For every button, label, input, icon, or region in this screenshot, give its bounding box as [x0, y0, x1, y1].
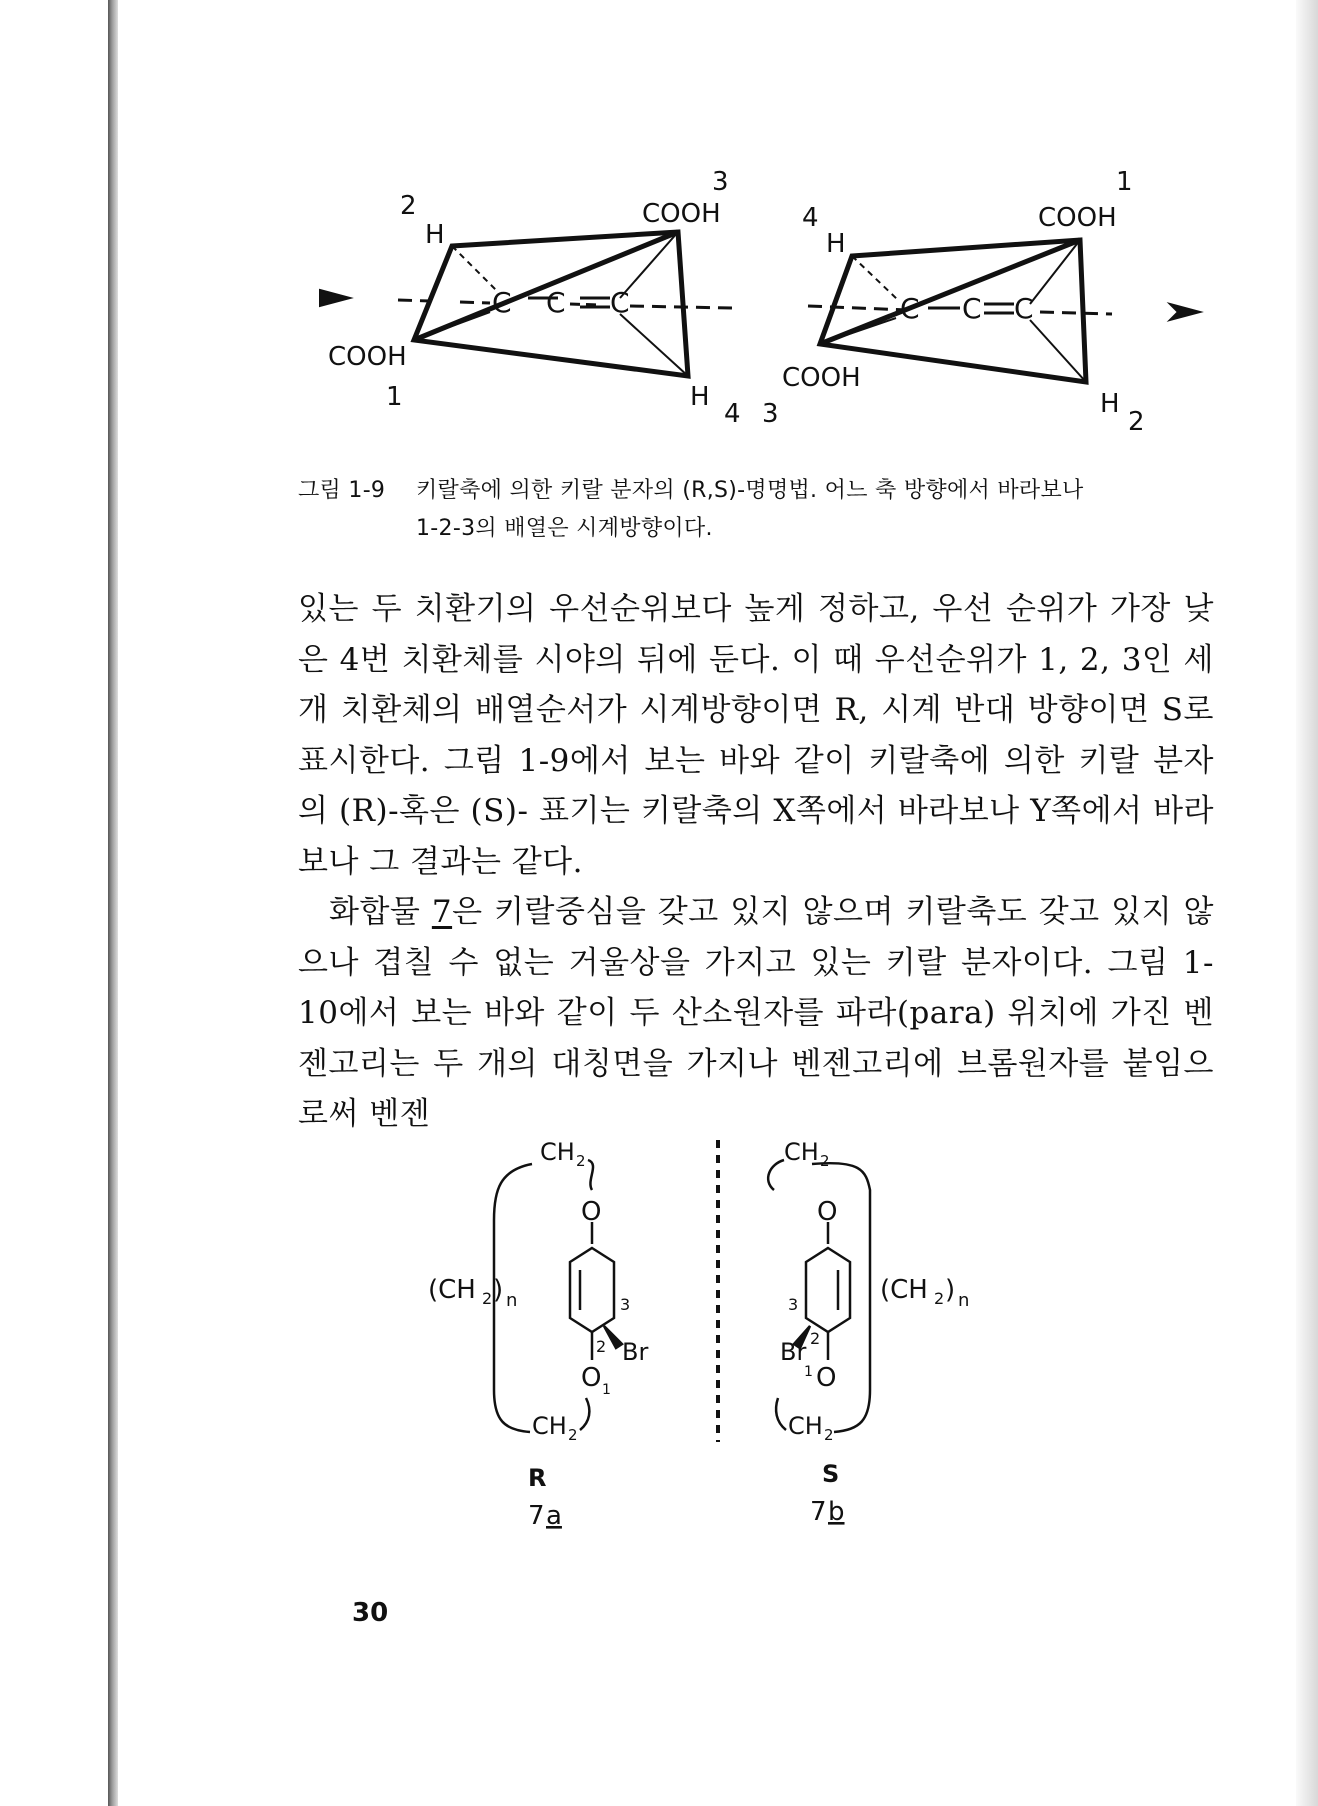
right-h-bottom: H [1100, 389, 1120, 419]
left-cooh-bottom-num: 1 [386, 382, 403, 412]
right-chain-close: ) [945, 1275, 956, 1305]
left-ch2-bottom: CH [532, 1412, 567, 1440]
left-h-top-num: 2 [400, 191, 417, 221]
left-chain: (CH [428, 1275, 476, 1305]
figure-1-9 [300, 160, 1220, 450]
right-oxygen-top: O [817, 1197, 838, 1227]
book-spine-shadow [108, 0, 118, 1806]
left-chain-sub: 2 [482, 1289, 493, 1308]
right-pos3: 3 [788, 1295, 799, 1314]
right-chain-sub: 2 [934, 1289, 945, 1308]
right-chain: (CH [880, 1275, 928, 1305]
paragraph-2 [298, 887, 1214, 1140]
paragraph-1: 있는 두 치환기의 우선순위보다 높게 정하고, 우선 순위가 가장 낮은 4번 치환체를 시야의 뒤에 둔다. 이 때 우선순위가 1, 2, 3인 세 개 치환체의 배열순서가 시계방향이면 R, 시계 반대 방향이면 S로 표시한다. 그림 1-9에서 보는 바와 같이 키랄축에 의한 키랄 분자의 (R)-혹은 (S)- 표기는 키랄축의 X쪽에서 바라보나 Y쪽에서 바라보나 그 결과는 같다. [298, 591, 1214, 880]
left-pos1: 1 [602, 1382, 611, 1398]
paragraph-2-rest: 은 키랄중심을 갖고 있지 않으며 키랄축도 갖고 있지 않으나 겹칠 수 없는 거울상을 가지고 있는 키랄 분자이다. 그림 1-10에서 보는 바와 같이 두 산소원자를 파라(para) 위치에 가진 벤젠고리는 두 개의 대칭면을 가지나 벤젠고리에 브롬원자를 붙임으로써 벤젠 [298, 894, 1214, 1132]
figure-1-9-diagram [300, 160, 1220, 450]
left-config: R [528, 1464, 547, 1492]
caption-line-2: 1-2-3의 배열은 시계방향이다. [416, 516, 713, 541]
left-pos3: 3 [620, 1295, 631, 1314]
left-ch2-top-sub: 2 [576, 1152, 586, 1170]
left-chain-n: n [506, 1290, 518, 1311]
left-pos2: 2 [596, 1337, 607, 1356]
left-compound-letter: a [546, 1501, 562, 1531]
left-chain-close: ) [493, 1275, 504, 1305]
body-text [298, 584, 1214, 1140]
right-h-bottom-num: 2 [1128, 407, 1145, 437]
right-cooh-top-num: 1 [1116, 167, 1133, 197]
right-h-top: H [826, 229, 846, 259]
right-pos1: 1 [804, 1364, 813, 1380]
left-ch2-top: CH [540, 1138, 575, 1166]
right-compound-num: 7 [810, 1497, 827, 1527]
left-h-bottom-num: 4 [724, 399, 741, 429]
left-oxygen-top: O [581, 1197, 602, 1227]
figure-caption [298, 472, 1218, 548]
left-cooh-top: COOH [642, 199, 721, 229]
left-cooh-bottom: COOH [328, 342, 407, 372]
left-cooh-top-num: 3 [712, 167, 729, 197]
right-compound-letter: b [828, 1497, 845, 1527]
left-ch2-bottom-sub: 2 [568, 1426, 578, 1444]
right-cooh-bottom-num: 3 [762, 399, 779, 429]
right-br: Br [780, 1338, 807, 1366]
page-edge-shadow [1296, 0, 1318, 1806]
compound-number-ref: 7 [431, 894, 453, 930]
page-number: 30 [352, 1598, 389, 1628]
figure-1-10-diagram [428, 1130, 1000, 1550]
left-h-top: H [425, 220, 445, 250]
paragraph-2-prefix: 화합물 [329, 894, 432, 930]
right-ch2-bottom-sub: 2 [824, 1426, 834, 1444]
right-h-top-num: 4 [802, 203, 819, 233]
right-axis-c3: C [1014, 292, 1034, 325]
right-ch2-bottom: CH [788, 1412, 823, 1440]
right-chain-n: n [958, 1290, 970, 1311]
right-cooh-top: COOH [1038, 203, 1117, 233]
right-cooh-bottom: COOH [782, 363, 861, 393]
left-axis-c1: C [492, 286, 512, 319]
caption-line-1: 키랄축에 의한 키랄 분자의 (R,S)-명명법. 어느 축 방향에서 바라보나 [416, 478, 1084, 503]
left-oxygen-bottom: O [581, 1363, 602, 1393]
left-h-bottom: H [690, 382, 710, 412]
right-pos2: 2 [810, 1329, 821, 1348]
left-br: Br [622, 1338, 649, 1366]
right-axis-c1: C [900, 292, 920, 325]
left-compound-num: 7 [528, 1501, 545, 1531]
right-ch2-top-sub: 2 [820, 1152, 830, 1170]
figure-1-10 [428, 1130, 1000, 1550]
right-allene [808, 240, 1200, 382]
left-axis-c3: C [610, 286, 630, 319]
right-oxygen-bottom: O [816, 1363, 837, 1393]
right-axis-c2: C [962, 292, 982, 325]
right-config: S [822, 1460, 840, 1488]
left-axis-c2: C [546, 286, 566, 319]
right-ch2-top: CH [784, 1138, 819, 1166]
caption-label: 그림 1-9 [298, 478, 386, 503]
